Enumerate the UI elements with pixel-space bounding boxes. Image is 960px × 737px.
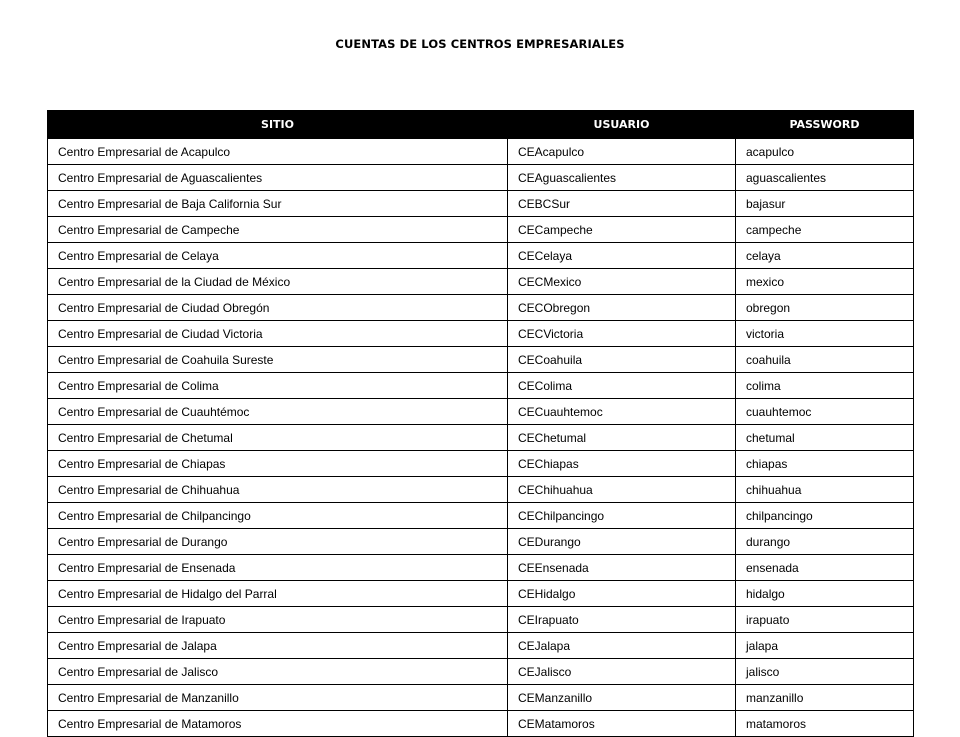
table-row [48, 139, 914, 165]
cell-username: CEAguascalientes [508, 165, 736, 191]
cell-username: CECObregon [508, 295, 736, 321]
cell-password: mexico [736, 269, 914, 295]
table-row [48, 555, 914, 581]
cell-site: Centro Empresarial de Acapulco [48, 139, 508, 165]
table-body [48, 139, 914, 737]
cell-site: Centro Empresarial de Jalapa [48, 633, 508, 659]
cell-site: Centro Empresarial de Chilpancingo [48, 503, 508, 529]
cell-password: jalisco [736, 659, 914, 685]
page-title: CUENTAS DE LOS CENTROS EMPRESARIALES [335, 37, 625, 51]
cell-username: CECMexico [508, 269, 736, 295]
cell-password: matamoros [736, 711, 914, 737]
table-row [48, 165, 914, 191]
cell-password: manzanillo [736, 685, 914, 711]
cell-site: Centro Empresarial de Jalisco [48, 659, 508, 685]
table-row [48, 503, 914, 529]
cell-site: Centro Empresarial de Ensenada [48, 555, 508, 581]
cell-site: Centro Empresarial de Matamoros [48, 711, 508, 737]
table-header-row [48, 111, 914, 139]
table-row [48, 711, 914, 737]
cell-password: acapulco [736, 139, 914, 165]
cell-username: CECampeche [508, 217, 736, 243]
table-row [48, 373, 914, 399]
cell-site: Centro Empresarial de Chihuahua [48, 477, 508, 503]
cell-username: CEIrapuato [508, 607, 736, 633]
table-row [48, 321, 914, 347]
cell-site: Centro Empresarial de Chetumal [48, 425, 508, 451]
cell-password: durango [736, 529, 914, 555]
table-row [48, 399, 914, 425]
table-header [48, 111, 914, 139]
cell-username: CEHidalgo [508, 581, 736, 607]
cell-password: chihuahua [736, 477, 914, 503]
cell-password: cuauhtemoc [736, 399, 914, 425]
table-row [48, 451, 914, 477]
cell-site: Centro Empresarial de Campeche [48, 217, 508, 243]
cell-username: CEDurango [508, 529, 736, 555]
cell-username: CEJalisco [508, 659, 736, 685]
cell-site: Centro Empresarial de Ciudad Victoria [48, 321, 508, 347]
cell-site: Centro Empresarial de Chiapas [48, 451, 508, 477]
table-row [48, 685, 914, 711]
cell-site: Centro Empresarial de Manzanillo [48, 685, 508, 711]
cell-username: CEMatamoros [508, 711, 736, 737]
table-row [48, 607, 914, 633]
cell-password: bajasur [736, 191, 914, 217]
cell-site: Centro Empresarial de Durango [48, 529, 508, 555]
cell-username: CEJalapa [508, 633, 736, 659]
table-row [48, 217, 914, 243]
cell-password: chetumal [736, 425, 914, 451]
cell-site: Centro Empresarial de Ciudad Obregón [48, 295, 508, 321]
table-row [48, 581, 914, 607]
cell-password: aguascalientes [736, 165, 914, 191]
cell-username: CECoahuila [508, 347, 736, 373]
table-row [48, 425, 914, 451]
cell-username: CEChetumal [508, 425, 736, 451]
cell-password: chiapas [736, 451, 914, 477]
column-header-password: PASSWORD [736, 111, 914, 139]
cell-password: colima [736, 373, 914, 399]
cell-site: Centro Empresarial de Aguascalientes [48, 165, 508, 191]
cell-site: Centro Empresarial de Hidalgo del Parral [48, 581, 508, 607]
cell-username: CECelaya [508, 243, 736, 269]
cell-username: CEBCSur [508, 191, 736, 217]
table-row [48, 295, 914, 321]
table-row [48, 633, 914, 659]
accounts-table [47, 110, 914, 737]
table-row [48, 477, 914, 503]
cell-site: Centro Empresarial de Celaya [48, 243, 508, 269]
table-row [48, 191, 914, 217]
table-row [48, 347, 914, 373]
cell-password: hidalgo [736, 581, 914, 607]
cell-password: celaya [736, 243, 914, 269]
cell-username: CEChilpancingo [508, 503, 736, 529]
cell-site: Centro Empresarial de Coahuila Sureste [48, 347, 508, 373]
cell-password: ensenada [736, 555, 914, 581]
column-header-sitio: SITIO [48, 111, 508, 139]
cell-password: coahuila [736, 347, 914, 373]
cell-site: Centro Empresarial de Baja California Sur [48, 191, 508, 217]
cell-username: CECVictoria [508, 321, 736, 347]
table-row [48, 269, 914, 295]
cell-username: CEManzanillo [508, 685, 736, 711]
cell-site: Centro Empresarial de Colima [48, 373, 508, 399]
cell-site: Centro Empresarial de la Ciudad de México [48, 269, 508, 295]
cell-password: obregon [736, 295, 914, 321]
cell-password: chilpancingo [736, 503, 914, 529]
cell-username: CEChiapas [508, 451, 736, 477]
cell-username: CEAcapulco [508, 139, 736, 165]
cell-username: CECuauhtemoc [508, 399, 736, 425]
cell-password: campeche [736, 217, 914, 243]
table-row [48, 243, 914, 269]
table-row [48, 529, 914, 555]
cell-site: Centro Empresarial de Cuauhtémoc [48, 399, 508, 425]
cell-password: jalapa [736, 633, 914, 659]
cell-password: irapuato [736, 607, 914, 633]
table-row [48, 659, 914, 685]
cell-site: Centro Empresarial de Irapuato [48, 607, 508, 633]
cell-password: victoria [736, 321, 914, 347]
cell-username: CEEnsenada [508, 555, 736, 581]
column-header-usuario: USUARIO [508, 111, 736, 139]
cell-username: CEColima [508, 373, 736, 399]
cell-username: CEChihuahua [508, 477, 736, 503]
